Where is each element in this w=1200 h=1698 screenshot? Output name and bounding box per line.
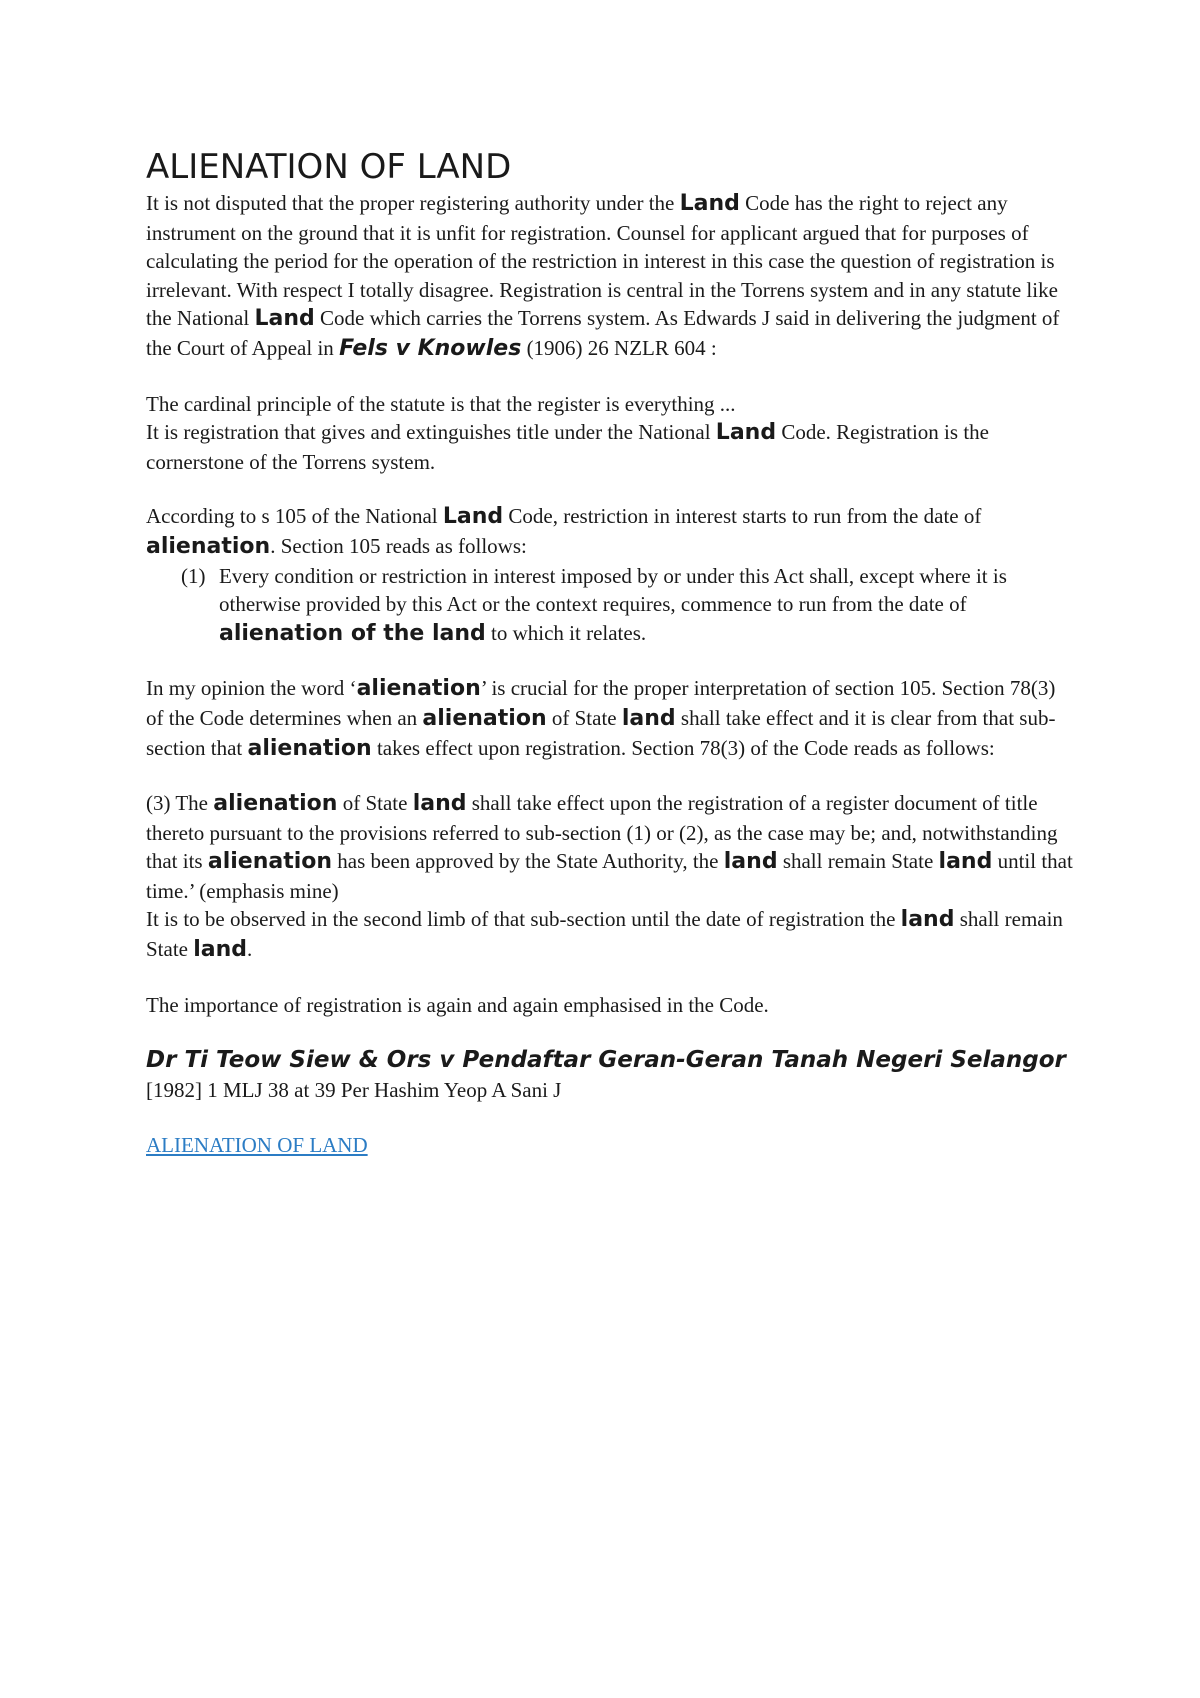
highlight-term: alienation of the land	[219, 620, 486, 646]
text-run: It is registration that gives and extinguishes title under the National	[146, 420, 716, 445]
highlight-term: alienation	[213, 791, 338, 817]
highlight-term: land	[193, 937, 248, 963]
highlight-term: land	[900, 907, 955, 933]
document-title: ALIENATION OF LAND	[146, 147, 512, 187]
list-item	[146, 562, 1076, 649]
text-run: until that time.’ (emphasis mine)	[146, 849, 1073, 903]
paragraph-cardinal-principle: The cardinal principle of the statute is that the register is everything ...	[146, 391, 736, 416]
paragraph-registration-title	[146, 418, 1076, 476]
highlight-term: Land	[442, 504, 504, 530]
text-run: It is not disputed that the proper registering authority under the	[146, 191, 680, 215]
spacer	[146, 1019, 1076, 1045]
text-run: (3) The	[146, 791, 214, 816]
highlight-term: Land	[715, 420, 777, 446]
highlight-term: alienation	[146, 533, 271, 559]
paragraph-importance: The importance of registration is again and again emphasised in the Code.	[146, 992, 769, 1017]
text-run: has been approved by the State Authority, the	[332, 849, 724, 874]
spacer	[146, 1105, 1076, 1131]
text-run: shall take effect upon the registration of a register document of title thereto pursuant to the provisions referred to sub-section (1) or (2), as the case may be; and, notwithstanding that its	[146, 791, 1058, 874]
text-run: In my opinion the word ‘	[146, 676, 357, 701]
text-run: of State	[546, 705, 622, 730]
alienation-of-land-link[interactable]: ALIENATION OF LAND	[146, 1133, 368, 1158]
text-run: shall remain State	[146, 907, 1063, 962]
text-run: Code has the right to reject any instrument on the ground that it is unfit for registration. Counsel for applicant argued that for purposes of calculating the period for the operation of the restriction in interest in this case the question of registration is irrelevant. With respect I totally disagree. Registration is central in the Torrens system and in any statute like the National	[146, 191, 1058, 331]
citation	[146, 1045, 1076, 1105]
text-run: Every condition or restriction in interest imposed by or under this Act shall, except where it is otherwise provided by this Act or the context requires, commence to run from the date of	[219, 563, 1007, 617]
text-run: takes effect upon registration. Section 78(3) of the Code reads as follows:	[371, 735, 995, 760]
document-page	[146, 145, 1076, 1160]
highlight-term: Land	[254, 306, 315, 332]
highlight-term: land	[621, 705, 676, 731]
case-name: Dr Ti Teow Siew & Ors v Pendaftar Geran-Geran Tanah Negeri Selangor	[146, 1047, 1066, 1074]
link-paragraph	[146, 1131, 1076, 1160]
highlight-term: Land	[679, 191, 740, 216]
citation-reference: [1982] 1 MLJ 38 at 39 Per Hashim Yeop A Sani J	[146, 1078, 562, 1103]
citation-block	[146, 1045, 1076, 1105]
highlight-term: alienation	[207, 849, 333, 875]
text-run: It is to be observed in the second limb of that sub-section until the date of registration the	[146, 907, 901, 932]
list-number: (1)	[181, 563, 206, 588]
spacer	[146, 476, 1076, 502]
highlight-term: land	[938, 849, 993, 875]
text-run: of State	[337, 791, 413, 816]
text-run: Code which carries the Torrens system. As Edwards J said in delivering the judgment of the Court of Appeal in	[146, 306, 1060, 360]
paragraph-second-limb	[146, 905, 1076, 964]
highlight-term: alienation	[247, 735, 372, 761]
text-run: (1906) 26 NZLR 604 :	[521, 335, 717, 360]
spacer	[146, 364, 1076, 390]
paragraph-section-105	[146, 502, 1076, 561]
case-name: Fels v Knowles	[339, 335, 522, 361]
text-run: . Section 105 reads as follows:	[270, 533, 527, 558]
paragraph-opinion-alienation	[146, 674, 1076, 763]
text-run: According to s 105 of the National	[146, 504, 443, 529]
spacer	[146, 763, 1076, 789]
spacer	[146, 965, 1076, 991]
highlight-term: alienation	[422, 705, 547, 731]
text-run: Code. Registration is the cornerstone of the Torrens system.	[146, 420, 989, 474]
spacer	[146, 648, 1076, 674]
paragraph-section-78-3	[146, 789, 1076, 905]
text-run: Code, restriction in interest starts to run from the date of	[503, 504, 982, 529]
highlight-term: alienation	[356, 676, 481, 702]
text-run: to which it relates.	[485, 620, 647, 645]
text-run: ’ is crucial for the proper interpretation of section 105. Section 78(3) of the Code determines when an	[146, 676, 1056, 730]
highlight-term: land	[723, 849, 778, 875]
paragraph-registration-central	[146, 189, 1076, 364]
text-run: shall take effect and it is clear from that sub-section that	[146, 705, 1056, 760]
text-run: .	[247, 937, 253, 962]
numbered-list	[146, 562, 1076, 649]
highlight-term: land	[412, 791, 467, 817]
text-run: shall remain State	[777, 849, 939, 874]
